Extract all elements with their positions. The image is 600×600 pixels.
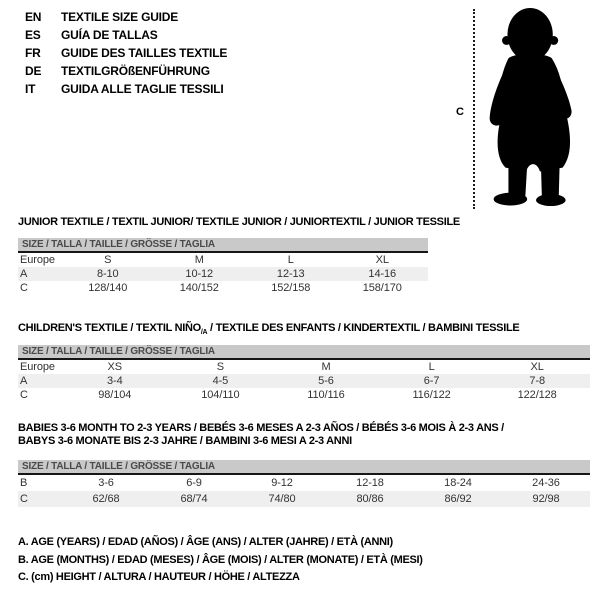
language-code: FR — [25, 46, 41, 60]
language-row-it — [25, 80, 227, 98]
legend — [18, 534, 423, 587]
height-dotted-line — [473, 9, 475, 209]
language-row-de — [25, 62, 227, 80]
children-title-subscript: /A — [200, 329, 208, 337]
children-title-text: / TEXTILE DES ENFANTS / KINDERTEXTIL / BAMBINI TESSILE — [207, 322, 520, 334]
height-cell: 92/98 — [532, 493, 560, 505]
junior-table-title: JUNIOR TEXTILE / TEXTIL JUNIOR/ TEXTILE JUNIOR / JUNIORTEXTIL / JUNIOR TESSILE — [18, 216, 460, 228]
language-code: ES — [25, 28, 41, 42]
junior-table — [18, 238, 428, 295]
legend-line-age-months: B. AGE (MONTHS) / EDAD (MESES) / ÂGE (MOIS) / ALTER (MONATE) / ETÀ (MESI) — [18, 553, 423, 566]
age-cell: 14-16 — [368, 268, 397, 280]
size-header-bar: SIZE / TALLA / TAILLE / GRÖSSE / TAGLIA — [18, 238, 428, 253]
table-row-age-months — [18, 475, 590, 491]
age-cell: 3-6 — [98, 477, 114, 489]
language-title: TEXTILGRÖßENFÜHRUNG — [61, 64, 210, 78]
language-title: GUIDA ALLE TAGLIE TESSILI — [61, 82, 224, 96]
size-cell: L — [428, 361, 435, 373]
age-cell: 24-36 — [532, 477, 560, 489]
size-cell: XL — [375, 254, 389, 266]
language-title: GUÍA DE TALLAS — [61, 28, 158, 42]
size-cell: S — [216, 361, 225, 373]
age-cell: 7-8 — [529, 375, 545, 387]
age-cell: 10-12 — [185, 268, 214, 280]
table-row-europe — [18, 360, 590, 374]
height-cell: 122/128 — [517, 389, 557, 401]
row-label: B — [20, 477, 28, 489]
babies-table-title — [18, 422, 504, 448]
height-cell: 140/152 — [179, 282, 219, 294]
height-cell: 110/116 — [307, 389, 345, 401]
language-title: TEXTILE SIZE GUIDE — [61, 10, 179, 24]
height-cell: 68/74 — [180, 493, 208, 505]
height-cell: 98/104 — [98, 389, 132, 401]
babies-title-line2: BABYS 3-6 MONATE BIS 2-3 JAHRE / BAMBINI 3-6 MESI A 2-3 ANNI — [18, 435, 352, 447]
language-row-fr — [25, 44, 227, 62]
size-cell: XS — [107, 361, 123, 373]
babies-title-line1: BABIES 3-6 MONTH TO 2-3 YEARS / BEBÉS 3-6 MESES A 2-3 AÑOS / BÉBÉS 3-6 MOIS À 2-3 ANS / — [18, 422, 504, 434]
children-title-text: CHILDREN'S TEXTILE / TEXTIL NIÑO — [18, 322, 201, 334]
row-label: C — [20, 389, 28, 401]
table-row-age — [18, 374, 590, 388]
size-header-bar: SIZE / TALLA / TAILLE / GRÖSSE / TAGLIA — [18, 460, 590, 475]
table-row-height — [18, 281, 428, 295]
size-cell: XL — [530, 361, 544, 373]
size-cell: S — [104, 254, 112, 266]
language-code: EN — [25, 10, 42, 24]
legend-line-height: C. (cm) HEIGHT / ALTURA / HAUTEUR / HÖHE / ALTEZZA — [18, 571, 300, 583]
language-code: IT — [25, 82, 36, 96]
language-title: GUIDE DES TAILLES TEXTILE — [61, 46, 228, 60]
height-cell: 104/110 — [201, 389, 240, 401]
table-row-height — [18, 388, 590, 402]
age-cell: 12-18 — [356, 477, 384, 489]
language-code: DE — [25, 64, 42, 78]
age-cell: 8-10 — [96, 268, 119, 280]
size-cell: L — [287, 254, 294, 266]
legend-line-age-years: A. AGE (YEARS) / EDAD (AÑOS) / ÂGE (ANS) / ALTER (JAHRE) / ETÀ (ANNI) — [18, 536, 393, 548]
age-cell: 18-24 — [444, 477, 472, 489]
language-row-es — [25, 26, 227, 44]
height-cell: 158/170 — [362, 282, 402, 294]
size-cell: M — [321, 361, 331, 373]
height-cell: 86/92 — [444, 493, 472, 505]
height-cell: 116/122 — [412, 389, 451, 401]
children-table-title — [18, 322, 519, 339]
row-label: Europe — [20, 254, 55, 266]
row-label: C — [20, 493, 28, 505]
language-row-en — [25, 8, 227, 26]
height-cell: 74/80 — [268, 493, 296, 505]
row-label: A — [20, 375, 28, 387]
age-cell: 6-7 — [423, 375, 440, 387]
table-row-europe — [18, 253, 428, 267]
age-cell: 5-6 — [318, 375, 334, 387]
height-cell: 128/140 — [88, 282, 128, 294]
height-cell: 152/158 — [271, 282, 311, 294]
age-cell: 9-12 — [271, 477, 293, 489]
row-label: C — [20, 282, 28, 294]
age-cell: 12-13 — [276, 268, 305, 280]
language-list — [25, 8, 227, 98]
row-label: Europe — [20, 361, 55, 373]
table-row-age — [18, 267, 428, 281]
height-cell: 62/68 — [92, 493, 120, 505]
children-table — [18, 345, 590, 402]
size-cell: M — [194, 254, 204, 266]
height-cell: 80/86 — [356, 493, 384, 505]
table-row-height — [18, 491, 590, 507]
row-label: A — [20, 268, 28, 280]
age-cell: 4-5 — [212, 375, 229, 387]
height-marker-c: C — [456, 106, 464, 118]
baby-silhouette — [480, 5, 595, 207]
babies-table — [18, 460, 590, 507]
age-cell: 3-4 — [106, 375, 123, 387]
age-cell: 6-9 — [186, 477, 202, 489]
size-header-bar: SIZE / TALLA / TAILLE / GRÖSSE / TAGLIA — [18, 345, 590, 360]
